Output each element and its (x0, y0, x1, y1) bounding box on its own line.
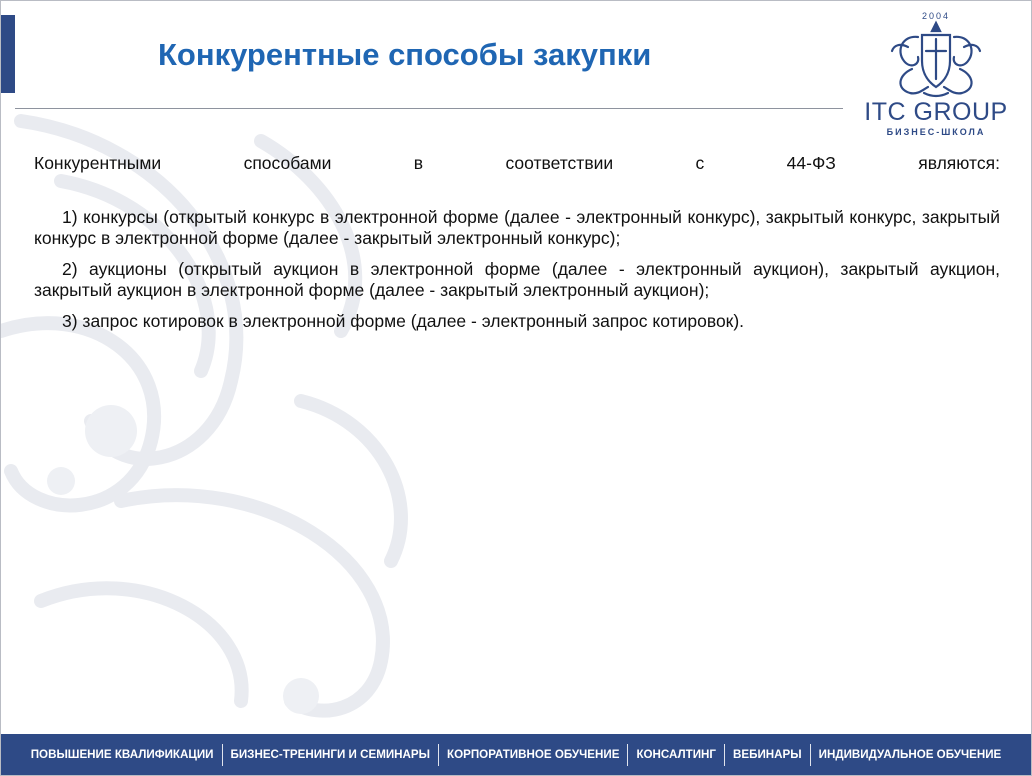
content-body (34, 153, 1000, 342)
footer-separator (222, 744, 223, 766)
footer-item-trainings: БИЗНЕС-ТРЕНИНГИ И СЕМИНАРЫ (230, 748, 431, 761)
footer-item-webinars: ВЕБИНАРЫ (733, 748, 802, 761)
logo-subtitle: БИЗНЕС-ШКОЛА (886, 127, 986, 137)
lead-word: в (413, 153, 424, 173)
page-title: Конкурентные способы закупки (158, 37, 652, 72)
footer-item-corporate: КОРПОРАТИВНОЕ ОБУЧЕНИЕ (447, 748, 620, 761)
list-item-quotations: 3) запрос котировок в электронной форме (далее - электронный запрос котировок). (62, 311, 745, 331)
lead-word: способами (243, 153, 332, 173)
footer-separator (810, 744, 811, 766)
background-ornament (1, 1, 461, 731)
list-item-auctions: 2) аукционы (открытый аукцион в электронной форме (далее - электронный аукцион), закрытый аукцион, закрытый аукцион в электронной форме (далее - закрытый электронный аукцион); (34, 259, 1000, 300)
footer-separator (438, 744, 439, 766)
itc-group-logo (856, 11, 1016, 141)
footer-separator (627, 744, 628, 766)
crest-icon (888, 17, 984, 101)
footer-item-qualification: ПОВЫШЕНИЕ КВАЛИФИКАЦИИ (30, 748, 214, 761)
lead-sentence (34, 153, 1000, 174)
logo-brand: ITC GROUP (864, 98, 1008, 126)
footer-bar (1, 734, 1031, 775)
lead-word: 44-ФЗ (786, 153, 836, 173)
title-divider (15, 108, 843, 109)
lead-word: с (695, 153, 705, 173)
footer-separator (724, 744, 725, 766)
footer-item-individual: ИНДИВИДУАЛЬНОЕ ОБУЧЕНИЕ (818, 748, 1002, 761)
lead-word: соответствии (505, 153, 614, 173)
footer-item-consulting: КОНСАЛТИНГ (636, 748, 716, 761)
list-item-competitions: 1) конкурсы (открытый конкурс в электронной форме (далее - электронный конкурс), закрытый конкурс, закрытый конкурс в электронной форме (далее - закрытый электронный конкурс); (34, 207, 1000, 248)
lead-word: являются: (918, 153, 1000, 173)
left-accent-bar (1, 15, 15, 93)
logo-year: 2004 (921, 11, 951, 21)
lead-word: Конкурентными (34, 153, 162, 173)
